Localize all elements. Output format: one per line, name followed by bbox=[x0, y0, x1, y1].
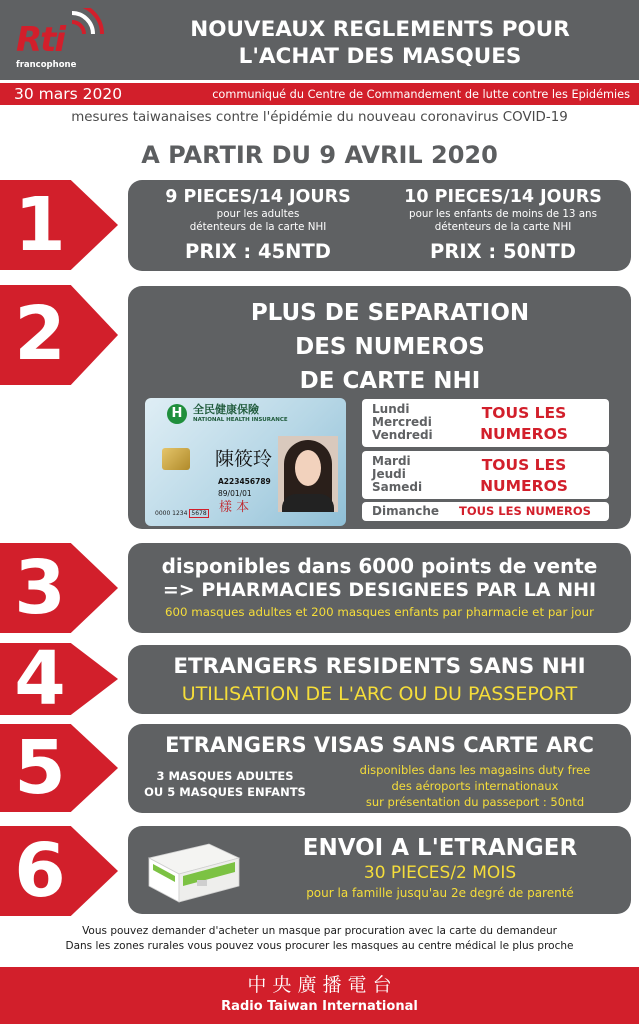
communique-text: communiqué du Centre de Commandement de lutte contre les Epidémies bbox=[212, 88, 630, 101]
separation-title-line-3: DE CARTE NHI bbox=[299, 368, 481, 394]
daily-quota-text: 600 masques adultes et 200 masques enfants par pharmacie et par jour bbox=[165, 605, 594, 619]
nhi-card-serial-end: 5678 bbox=[191, 510, 207, 517]
duty-free-line-1: disponibles dans les magasins duty free bbox=[359, 763, 591, 777]
adult-price: PRIX : 45NTD bbox=[185, 240, 331, 263]
separation-title-line-1: PLUS DE SEPARATION bbox=[250, 300, 530, 326]
logo-text: Rti bbox=[16, 20, 65, 60]
step-5-number: 5 bbox=[14, 725, 66, 811]
photo-face bbox=[295, 450, 321, 486]
nhi-card-sample: 樣 本 bbox=[219, 500, 250, 515]
all-numbers-row-2 bbox=[460, 455, 588, 497]
rti-logo bbox=[14, 8, 109, 78]
nhi-card-image bbox=[145, 398, 346, 526]
child-quota bbox=[378, 186, 628, 266]
overseas-quota: 30 PIECES/2 MOIS bbox=[363, 863, 517, 883]
photo-shirt bbox=[282, 494, 334, 512]
nhi-card-logo-icon: H bbox=[167, 404, 187, 424]
separation-title bbox=[170, 296, 610, 398]
date-text: 30 mars 2020 bbox=[14, 85, 123, 103]
proxy-note: Vous pouvez demander d'acheter un masque par procuration avec la carte du demandeur bbox=[82, 925, 557, 937]
overseas-title: ENVOI A L'ETRANGER bbox=[302, 835, 578, 861]
nhi-card-serial-start: 0000 1234 bbox=[155, 510, 188, 517]
all-numbers-row-1-line-2: NUMEROS bbox=[480, 425, 568, 443]
subtitle-text: mesures taiwanaises contre l'épidémie du nouveau coronavirus COVID-19 bbox=[71, 110, 568, 125]
nhi-card-name: 陳筱玲 bbox=[215, 448, 273, 470]
duty-free-line-3: sur présentation du passeport : 50ntd bbox=[365, 795, 585, 809]
child-price: PRIX : 50NTD bbox=[430, 240, 576, 263]
rural-note: Dans les zones rurales vous pouvez vous procurer les masques au centre médical le plus proche bbox=[65, 940, 574, 952]
residents-title: ETRANGERS RESIDENTS SANS NHI bbox=[173, 654, 586, 679]
title-line-2: L'ACHAT DES MASQUES bbox=[238, 44, 522, 69]
visa-title: ETRANGERS VISAS SANS CARTE ARC bbox=[165, 733, 594, 757]
nhi-card-photo bbox=[278, 436, 338, 512]
logo-subtext: francophone bbox=[16, 60, 77, 70]
day-lundi: Lundi bbox=[372, 402, 410, 416]
days-row-1 bbox=[372, 403, 433, 442]
nhi-card-header-en: NATIONAL HEALTH INSURANCE bbox=[193, 417, 288, 423]
adult-quota-line-1: pour les adultes bbox=[216, 208, 300, 220]
page-title bbox=[140, 16, 620, 70]
step-6-number: 6 bbox=[14, 828, 66, 914]
duty-free-line-2: des aéroports internationaux bbox=[391, 779, 559, 793]
title-line-1: NOUVEAUX REGLEMENTS POUR bbox=[190, 17, 570, 42]
all-numbers-row-1-line-1: TOUS LES bbox=[481, 404, 567, 422]
adult-quota bbox=[133, 186, 383, 266]
step-2-number: 2 bbox=[14, 291, 66, 377]
adult-quota-title: 9 PIECES/14 JOURS bbox=[165, 187, 351, 207]
visa-quota bbox=[130, 768, 320, 800]
all-numbers-row-2-line-1: TOUS LES bbox=[481, 456, 567, 474]
all-numbers-row-2-line-2: NUMEROS bbox=[480, 477, 568, 495]
start-date-heading: A PARTIR DU 9 AVRIL 2020 bbox=[141, 141, 498, 169]
family-degree-text: pour la famille jusqu'au 2e degré de parenté bbox=[306, 886, 574, 900]
days-row-2 bbox=[372, 455, 422, 494]
nhi-card-id: A223456789 bbox=[218, 477, 271, 486]
all-numbers-row-1 bbox=[460, 403, 588, 445]
all-numbers-row-3: TOUS LES NUMEROS bbox=[459, 504, 591, 518]
separation-title-line-2: DES NUMEROS bbox=[295, 334, 485, 360]
footer-brand-cn: 中 央 廣 播 電 台 bbox=[247, 974, 392, 996]
mask-box-image bbox=[143, 836, 243, 904]
child-quota-title: 10 PIECES/14 JOURS bbox=[404, 187, 602, 207]
footer-brand-en: Radio Taiwan International bbox=[221, 999, 418, 1014]
day-dimanche: Dimanche bbox=[372, 504, 440, 518]
child-quota-line-2: détenteurs de la carte NHI bbox=[434, 221, 572, 233]
nhi-card-dob: 89/01/01 bbox=[218, 489, 252, 498]
duty-free-text bbox=[320, 762, 630, 810]
day-jeudi: Jeudi bbox=[372, 467, 406, 481]
child-quota-line-1: pour les enfants de moins de 13 ans bbox=[409, 208, 597, 220]
adult-quota-line-2: détenteurs de la carte NHI bbox=[189, 221, 327, 233]
nhi-card-header-cn: 全民健康保險 bbox=[193, 403, 259, 416]
visa-quota-line-2: OU 5 MASQUES ENFANTS bbox=[144, 785, 306, 799]
day-mardi: Mardi bbox=[372, 454, 411, 468]
day-samedi: Samedi bbox=[372, 480, 423, 494]
points-of-sale-text: disponibles dans 6000 points de vente bbox=[161, 554, 598, 578]
step-3-number: 3 bbox=[14, 545, 66, 631]
arc-passport-text: UTILISATION DE L'ARC OU DU PASSEPORT bbox=[181, 683, 578, 705]
pharmacies-text: => PHARMACIES DESIGNEES PAR LA NHI bbox=[162, 579, 597, 601]
step-1-number: 1 bbox=[14, 182, 66, 268]
nhi-card-serial bbox=[155, 510, 209, 518]
day-vendredi: Vendredi bbox=[372, 428, 433, 442]
nhi-card-chip-icon bbox=[162, 448, 190, 470]
visa-quota-line-1: 3 MASQUES ADULTES bbox=[156, 769, 294, 783]
day-mercredi: Mercredi bbox=[372, 415, 432, 429]
step-4-number: 4 bbox=[14, 636, 66, 722]
